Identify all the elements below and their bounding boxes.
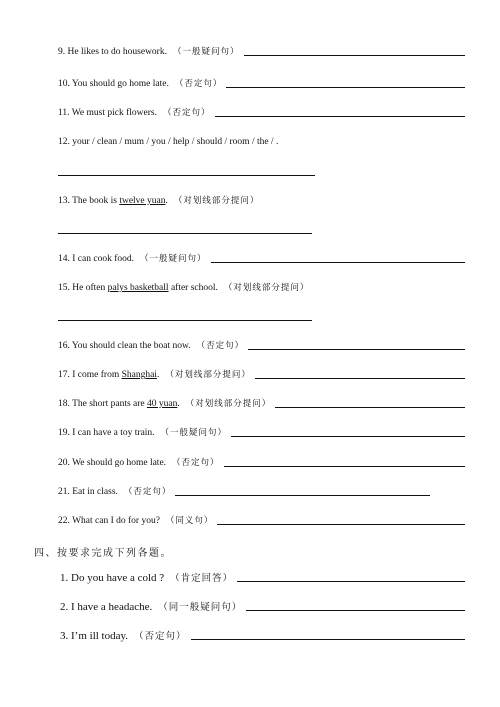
question-21 [58,487,430,498]
question-hint: （同义句） [165,516,214,526]
answer-line[interactable] [255,378,465,379]
question-text: 21. Eat in class. [58,487,118,497]
section-heading: 四、按要求完成下列各题。 [34,548,172,559]
question-text: 17. I come from Shanghai. [58,370,160,380]
answer-line[interactable] [246,610,465,611]
question-hint: （一般疑问句） [160,428,228,438]
question-12 [58,137,465,148]
section4-question-3 [60,631,465,642]
answer-line[interactable] [215,116,466,117]
question-18 [58,399,465,410]
question-hint: （否定句） [162,108,211,118]
question-text: 15. He often palys basketball after school. [58,283,218,293]
answer-line[interactable] [217,524,465,525]
question-15 [58,283,465,294]
question-text: 10. You should go home late. [58,79,169,89]
answer-line[interactable] [175,495,430,496]
question-hint: （同一般疑问句） [158,602,243,613]
question-hint: （否定句） [134,631,187,642]
answer-line[interactable] [231,436,465,437]
question-hint: （一般疑问句） [139,254,207,264]
question-hint: （否定句） [196,341,245,351]
section4-question-2 [60,602,465,613]
answer-line[interactable] [58,320,312,321]
question-text: 22. What can I do for you? [58,516,160,526]
question-text: 16. You should clean the boat now. [58,341,191,351]
question-16 [58,341,465,352]
question-20 [58,458,465,469]
answer-line[interactable] [237,581,465,582]
question-text: 14. I can cook food. [58,254,134,264]
question-text: 20. We should go home late. [58,458,167,468]
question-text: 19. I can have a toy train. [58,428,155,438]
question-hint: （否定句） [172,458,220,468]
question-10 [58,79,465,90]
question-text: 3. I’m ill today. [60,630,129,642]
answer-line[interactable] [226,87,465,88]
answer-line[interactable] [58,175,315,176]
question-text: 13. The book is twelve yuan. [58,196,168,206]
question-17 [58,370,465,381]
question-text: 1. Do you have a cold ? [60,572,165,584]
question-hint: （一般疑问句） [172,47,240,57]
answer-line[interactable] [275,407,465,408]
question-19 [58,428,465,439]
question-text: 9. He likes to do housework. [58,47,167,57]
question-hint: （否定句） [123,487,172,497]
underlined-part: 40 yuan [147,399,178,409]
question-hint: （对划线部分提问） [223,283,310,293]
answer-line[interactable] [244,55,466,56]
answer-line[interactable] [191,639,465,640]
answer-line[interactable] [211,262,466,263]
answer-line[interactable] [224,466,465,467]
question-hint: （对划线部分提问） [185,399,272,409]
question-hint: （否定句） [174,79,223,89]
question-hint: （肯定回答） [170,573,234,584]
question-14 [58,254,465,265]
answer-line[interactable] [58,233,312,234]
question-9 [58,47,465,58]
underlined-part: Shanghai [121,370,157,380]
question-hint: （对划线部分提问） [165,370,251,380]
question-11 [58,108,465,119]
answer-line[interactable] [248,349,465,350]
question-text: 18. The short pants are 40 yuan. [58,399,180,409]
question-text: 2. I have a headache. [60,601,153,613]
question-13 [58,196,465,207]
question-22 [58,516,465,527]
question-text: 12. your / clean / mum / you / help / should / room / the / . [58,137,279,147]
underlined-part: palys basketball [107,283,169,293]
question-text: 11. We must pick flowers. [58,108,157,118]
section4-question-1 [60,573,465,584]
question-hint: （对划线部分提问） [173,196,260,206]
underlined-part: twelve yuan [119,196,166,206]
